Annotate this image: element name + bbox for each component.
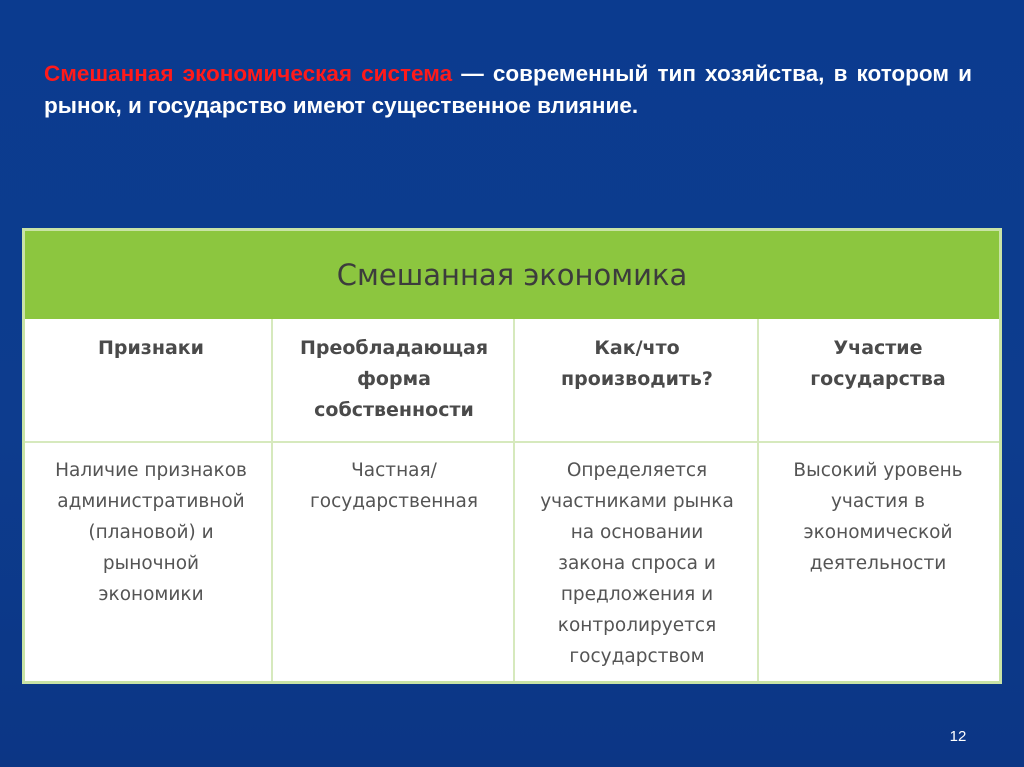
header-what-to-produce: Как/что производить? [561,337,713,390]
table-grid [25,319,999,681]
column-divider [513,319,515,681]
header-state-participation: Участие государства [810,337,946,390]
header-ownership-form: Преобладающая форма собственности [299,337,489,421]
column-divider [757,319,759,681]
intro-paragraph [44,58,972,122]
intro-text: — современный тип хозяйства, в котором и рынок, и государство имеют существенное влияние. [44,61,972,118]
table-title: Смешанная экономика [25,231,999,319]
row-divider [25,441,999,443]
cell-ownership-form: Частная/ государственная [310,460,478,512]
page-number: 12 [949,728,967,745]
mixed-economy-table [22,228,1002,684]
intro-term: Смешанная экономическая система [44,61,453,86]
header-features: Признаки [97,337,204,359]
cell-state-participation: Высокий уровень участия в экономической деятельности [793,460,963,574]
column-divider [271,319,273,681]
cell-what-to-produce: Определяется участниками рынка на основании закона спроса и предложения и контролируется государством [540,460,734,667]
cell-features: Наличие признаков административной (плановой) и рыночной экономики [55,460,247,605]
